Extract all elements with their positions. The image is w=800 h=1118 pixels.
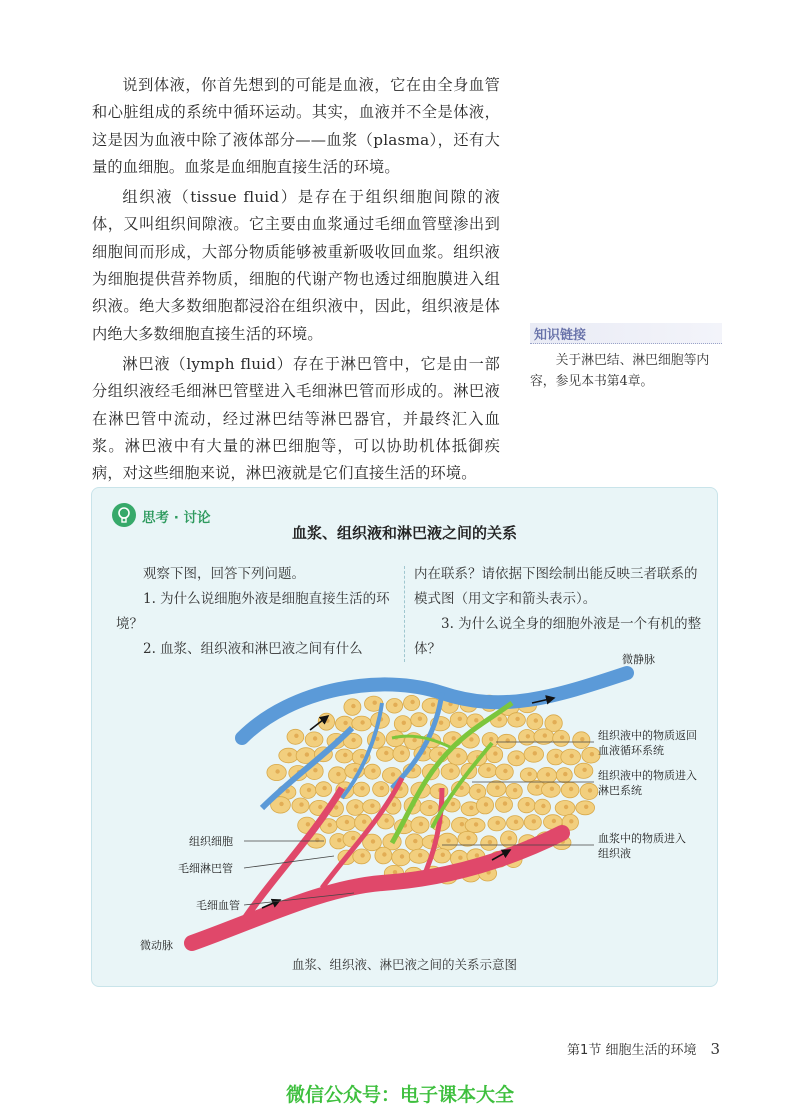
cell-nucleus <box>412 738 416 742</box>
cell-nucleus <box>360 853 364 857</box>
cell-nucleus <box>469 806 473 810</box>
cell-nucleus <box>525 802 529 806</box>
badge-label: 思考 · 讨论 <box>142 510 211 526</box>
label-into-tissue-2: 组织液 <box>598 847 631 860</box>
cell-nucleus <box>489 737 493 741</box>
paragraph-lymph: 淋巴液（lymph fluid）存在于淋巴管中，它是由一部分组织液经毛细淋巴管壁进入毛细淋巴管而形成的。淋巴液在淋巴管中流动，经过淋巴结等淋巴器官，并最终汇入血浆。淋巴液中有大量的淋巴细胞等，可以协助机体抵御疾病，对这些细胞来说，淋巴液就是它们直接生活的环境。 <box>92 354 500 483</box>
cell-nucleus <box>526 734 530 738</box>
cell-nucleus <box>560 735 564 739</box>
cell-nucleus <box>353 768 357 772</box>
cell-nucleus <box>382 852 386 856</box>
question-3: 3. 为什么说全身的细胞外液是一个有机的整体？ <box>414 616 702 657</box>
question-2-start: 2. 血浆、组织液和淋巴液之间有什么 <box>143 641 363 657</box>
cell-nucleus <box>418 853 422 857</box>
paragraph-blood: 说到体液，你首先想到的可能是血液，它在由全身血管和心脏组成的系统中循环运动。其实，血液并不全是体液，这是因为血液中除了液体部分——血浆（plasma），还有大量的血细胞。血浆是血细胞直接生活的环境。 <box>92 76 500 176</box>
cell-nucleus <box>402 721 406 725</box>
cell-nucleus <box>313 768 317 772</box>
cell-nucleus <box>307 788 311 792</box>
cell-nucleus <box>313 736 317 740</box>
cell-nucleus <box>351 738 355 742</box>
cell-nucleus <box>384 751 388 755</box>
cell-nucleus <box>351 836 355 840</box>
cell-nucleus <box>532 819 536 823</box>
page-number: 3 <box>710 1040 720 1058</box>
cell-nucleus <box>413 839 417 843</box>
cell-nucleus <box>474 822 478 826</box>
cell-nucleus <box>458 717 462 721</box>
discussion-intro: 观察下图，回答下列问题。 <box>143 566 305 582</box>
cell-nucleus <box>360 754 364 758</box>
cell-nucleus <box>513 788 517 792</box>
cell-nucleus <box>527 772 531 776</box>
cell-nucleus <box>400 751 404 755</box>
cell-nucleus <box>343 753 347 757</box>
wechat-watermark: 微信公众号：电子课本大全 <box>285 1084 514 1106</box>
sidenote-header <box>530 323 722 344</box>
knowledge-link-sidenote <box>530 323 722 392</box>
cell-nucleus <box>431 703 435 707</box>
cell-nucleus <box>305 752 309 756</box>
cell-nucleus <box>484 802 488 806</box>
cell-nucleus <box>370 804 374 808</box>
cell-nucleus <box>345 820 349 824</box>
label-blood-capillary: 毛细血管 <box>196 899 240 912</box>
cell-nucleus <box>458 856 462 860</box>
cell-nucleus <box>362 820 366 824</box>
cell-nucleus <box>391 772 395 776</box>
diagram-caption: 血浆、组织液、淋巴液之间的关系示意图 <box>291 957 517 972</box>
cell-nucleus <box>475 853 479 857</box>
cell-nucleus <box>322 786 326 790</box>
cell-nucleus <box>497 717 501 721</box>
cell-nucleus <box>354 804 358 808</box>
label-lymph-capillary: 毛细淋巴管 <box>178 862 233 875</box>
cell-nucleus <box>360 786 364 790</box>
cell-nucleus <box>451 802 455 806</box>
cell-nucleus <box>496 821 500 825</box>
cell-nucleus <box>534 718 538 722</box>
cell-nucleus <box>452 736 456 740</box>
cell-nucleus <box>380 786 384 790</box>
main-text <box>92 72 500 490</box>
cell-nucleus <box>514 820 518 824</box>
label-into-lymph: 组织液中的物质进入 <box>598 769 697 782</box>
cell-nucleus <box>563 772 567 776</box>
cell-nucleus <box>546 772 550 776</box>
cell-nucleus <box>418 717 422 721</box>
cell-nucleus <box>552 720 556 724</box>
cell-nucleus <box>328 823 332 827</box>
cell-nucleus <box>371 839 375 843</box>
cell-nucleus <box>503 801 507 805</box>
cell-nucleus <box>337 838 341 842</box>
cell-nucleus <box>449 768 453 772</box>
cell-nucleus <box>275 769 279 773</box>
label-venule: 微静脉 <box>622 653 655 666</box>
cell-nucleus <box>384 818 388 822</box>
cell-nucleus <box>541 804 545 808</box>
paragraph-tissue-fluid: 组织液（tissue fluid）是存在于组织细胞间隙的液体，又叫组织间隙液。它主要由血浆通过毛细血管壁渗出到细胞间而形成，大部分物质能够被重新吸收回血浆。组织液为细胞提供营养物质，细胞的代谢产物也透过细胞膜进入组织液。绝大多数细胞都浸浴在组织液中，因此，组织液是体内绝大多数细胞直接生活的环境。 <box>92 188 500 343</box>
cell-nucleus <box>495 785 499 789</box>
cell-nucleus <box>515 755 519 759</box>
cell-nucleus <box>373 701 377 705</box>
cell-nucleus <box>493 751 497 755</box>
cell-nucleus <box>336 772 340 776</box>
sidenote-title: 知识链接 <box>534 328 587 343</box>
cell-nucleus <box>438 752 442 756</box>
cell-nucleus <box>554 754 558 758</box>
cell-nucleus <box>410 700 414 704</box>
cell-nucleus <box>570 754 574 758</box>
cell-nucleus <box>419 822 423 826</box>
cell-nucleus <box>515 717 519 721</box>
cell-nucleus <box>552 819 556 823</box>
cell-nucleus <box>393 703 397 707</box>
body-fluid-diagram <box>92 488 717 986</box>
cell-nucleus <box>488 840 492 844</box>
cell-nucleus <box>474 718 478 722</box>
sidenote-body: 关于淋巴结、淋巴细胞等内容，参见本书第4章。 <box>530 353 710 389</box>
cell-nucleus <box>446 839 450 843</box>
page-footer <box>567 1039 720 1058</box>
cell-nucleus <box>550 787 554 791</box>
cell-nucleus <box>306 822 310 826</box>
cell-nucleus <box>287 752 291 756</box>
cell-nucleus <box>400 854 404 858</box>
cell-nucleus <box>584 805 588 809</box>
cell-nucleus <box>476 789 480 793</box>
cell-nucleus <box>441 853 445 857</box>
cell-nucleus <box>279 802 283 806</box>
cell-nucleus <box>318 805 322 809</box>
cell-nucleus <box>351 704 355 708</box>
question-2-end: 内在联系？请依据下图绘制出能反映三者联系的模式图（用文字和箭头表示）。 <box>414 566 698 607</box>
cell-nucleus <box>325 719 329 723</box>
cell-nucleus <box>590 752 594 756</box>
cell-nucleus <box>535 785 539 789</box>
discussion-title: 血浆、组织液和淋巴液之间的关系 <box>291 524 517 542</box>
cell-nucleus <box>588 788 592 792</box>
cell-nucleus <box>456 753 460 757</box>
cell-nucleus <box>569 819 573 823</box>
cell-nucleus <box>580 737 584 741</box>
cell-nucleus <box>460 822 464 826</box>
question-1: 1. 为什么说细胞外液是细胞直接生活的环境？ <box>116 591 390 632</box>
label-into-tissue: 血浆中的物质进入 <box>598 832 686 845</box>
cell-nucleus <box>343 721 347 725</box>
footer-section: 第1节 细胞生活的环境 <box>567 1043 697 1058</box>
cell-nucleus <box>439 721 443 725</box>
cell-nucleus <box>469 737 473 741</box>
cell-nucleus <box>299 802 303 806</box>
cell-nucleus <box>360 720 364 724</box>
cell-nucleus <box>428 805 432 809</box>
label-arteriole: 微动脉 <box>140 939 173 952</box>
label-tissue-cell: 组织细胞 <box>189 835 233 848</box>
cell-nucleus <box>533 751 537 755</box>
cell-nucleus <box>294 734 298 738</box>
label-return-blood: 组织液中的物质返回 <box>598 729 697 742</box>
cell-nucleus <box>392 803 396 807</box>
cell-nucleus <box>582 768 586 772</box>
cell-nucleus <box>569 787 573 791</box>
label-into-lymph-2: 淋巴系统 <box>598 784 642 797</box>
cell-nucleus <box>466 836 470 840</box>
cell-nucleus <box>564 805 568 809</box>
cell-nucleus <box>315 838 319 842</box>
discussion-box <box>91 487 718 987</box>
label-return-blood-2: 血液循环系统 <box>598 744 664 757</box>
cell-nucleus <box>508 836 512 840</box>
cell-nucleus <box>543 733 547 737</box>
cell-nucleus <box>503 769 507 773</box>
cell-nucleus <box>486 767 490 771</box>
cell-nucleus <box>371 769 375 773</box>
